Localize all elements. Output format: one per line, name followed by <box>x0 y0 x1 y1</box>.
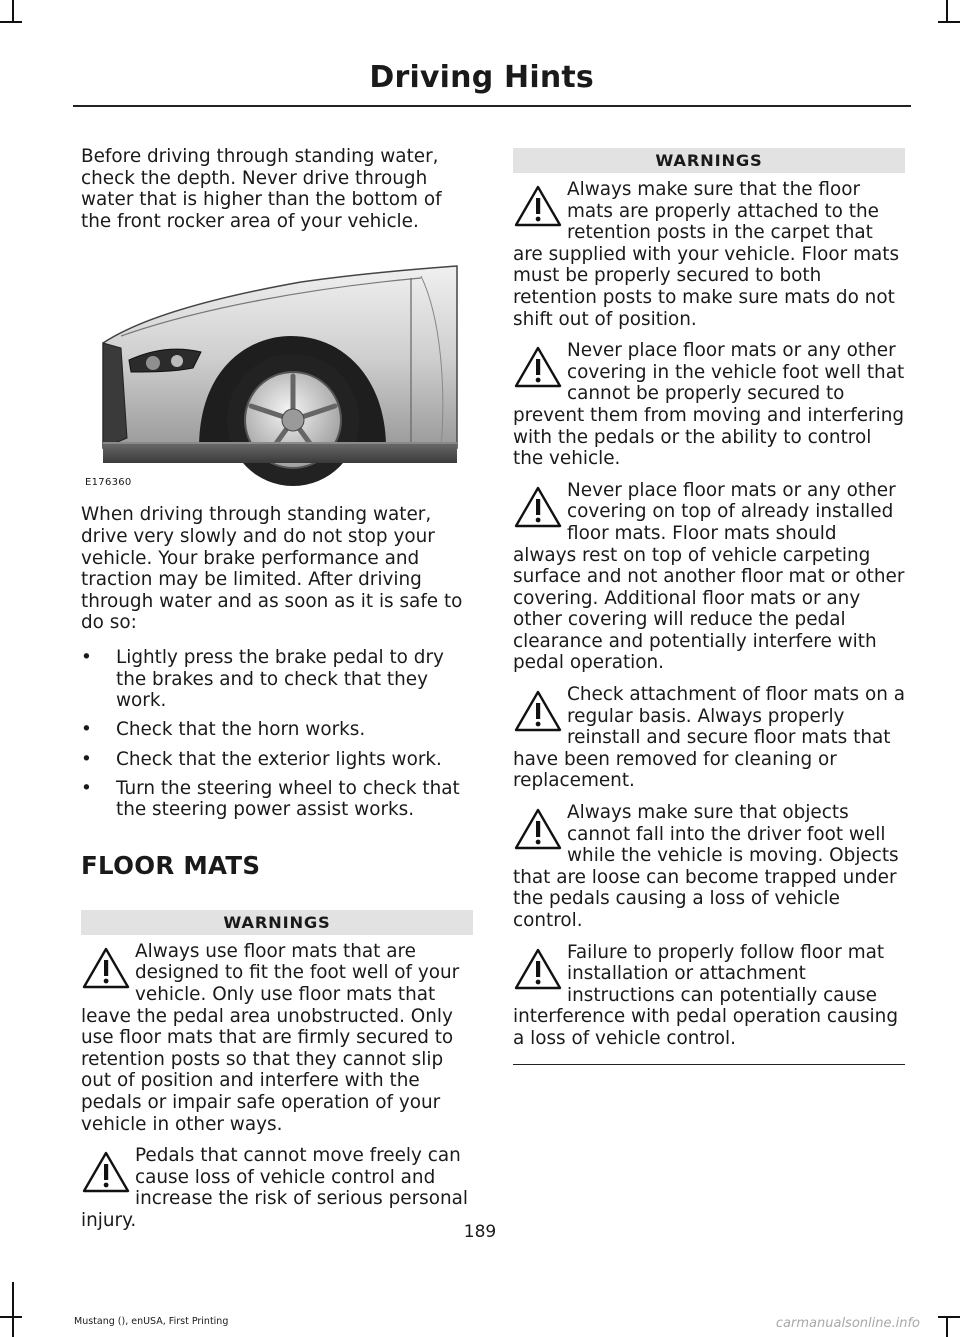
bullet-dot: • <box>81 748 92 770</box>
watermark: carmanualsonline.info <box>775 1316 920 1331</box>
right-column <box>513 146 905 1065</box>
warning-triangle-icon <box>513 689 563 733</box>
driving-paragraph: When driving through standing water, drive very slowly and do not stop your vehicle. Your brake performance and traction may be limited. After driving through water and as soon as it is safe to do so: <box>81 504 463 634</box>
warning-text: Always make sure that objects cannot fall into the driver foot well while the vehicle is moving. Objects that are loose can become trapped under the pedals causing a loss of vehicle control. <box>513 802 899 931</box>
crop-mark <box>0 1316 22 1318</box>
warning-item <box>513 684 905 792</box>
figure-code: E176360 <box>85 477 132 489</box>
warning-text: Never place floor mats or any other covering on top of already installed floor mats. Floor mats should always rest on top of vehicle carpeting surface and not another floor mat or other covering. Additional floor mats or any other covering will reduce the pedal clearance and potentially interfere with pedal operation. <box>513 479 905 674</box>
warning-triangle-icon <box>81 1150 131 1194</box>
warning-text: Pedals that cannot move freely can cause loss of vehicle control and increase the risk of serious personal injury. <box>81 1145 469 1231</box>
list-item <box>81 749 473 771</box>
bullet-text: Lightly press the brake pedal to dry the brakes and to check that they work. <box>116 646 444 712</box>
crop-mark <box>0 21 22 23</box>
bullet-dot: • <box>81 777 92 799</box>
page-number: 189 <box>463 1222 497 1242</box>
warning-item <box>513 802 905 932</box>
crop-mark <box>12 0 14 22</box>
bullet-text: Check that the horn works. <box>116 719 366 741</box>
page-title: Driving Hints <box>369 60 594 95</box>
list-item <box>81 778 473 821</box>
warning-item <box>513 340 905 470</box>
left-column <box>81 146 473 1232</box>
list-item <box>81 719 473 741</box>
warning-text: Check attachment of floor mats on a regular basis. Always properly reinstall and secure floor mats that have been removed for cleaning or replacement. <box>513 684 905 792</box>
warning-triangle-icon <box>513 807 563 851</box>
crop-mark <box>938 1316 960 1318</box>
warning-item <box>513 480 905 674</box>
warnings-header: WARNINGS <box>81 910 473 935</box>
warnings-end-divider <box>513 1064 905 1066</box>
warning-item <box>81 1145 473 1231</box>
intro-paragraph: Before driving through standing water, check the depth. Never drive through water that is higher than the bottom of the front rocker area of your vehicle. <box>81 146 442 232</box>
car-front-fender-image <box>81 248 473 488</box>
warning-item <box>513 179 905 330</box>
warning-triangle-icon <box>513 485 563 529</box>
bullet-text: Turn the steering wheel to check that the steering power assist works. <box>116 777 460 821</box>
list-item <box>81 647 473 712</box>
warning-text: Failure to properly follow floor mat installation or attachment instructions can potentially cause interference with pedal operation causing a loss of vehicle control. <box>513 941 898 1049</box>
warning-item <box>81 941 473 1135</box>
crop-mark <box>946 0 948 22</box>
warning-triangle-icon <box>513 947 563 991</box>
crop-mark <box>938 21 960 23</box>
footer-text: Mustang (), enUSA, First Printing <box>74 1316 229 1327</box>
warning-triangle-icon <box>81 946 131 990</box>
bullet-list <box>81 647 473 821</box>
bullet-dot: • <box>81 646 92 668</box>
crop-mark <box>12 1282 14 1337</box>
warning-triangle-icon <box>513 184 563 228</box>
warning-item <box>513 942 905 1050</box>
warning-text: Never place floor mats or any other covering in the vehicle foot well that cannot be properly secured to prevent them from moving and interfering with the pedals or the ability to control the vehicle. <box>513 340 905 470</box>
section-heading: FLOOR MATS <box>81 850 261 880</box>
bullet-text: Check that the exterior lights work. <box>116 748 442 770</box>
warning-text: Always make sure that the floor mats are properly attached to the retention posts in the carpet that are supplied with your vehicle. Floor mats must be properly secured to both retention posts to make sure mats do not shift out of position. <box>513 179 900 330</box>
header-divider <box>73 105 911 107</box>
bullet-dot: • <box>81 719 92 741</box>
warning-text: Always use floor mats that are designed to fit the foot well of your vehicle. Only use floor mats that leave the pedal area unobstructed. Only use floor mats that are firmly secured to retention posts so that they cannot slip out of position and interfere with the pedals or impair safe operation of your vehicle in other ways. <box>81 940 460 1135</box>
warning-triangle-icon <box>513 345 563 389</box>
car-wheel-illustration <box>81 248 473 488</box>
warnings-header: WARNINGS <box>513 148 905 173</box>
crop-mark <box>946 1316 948 1337</box>
